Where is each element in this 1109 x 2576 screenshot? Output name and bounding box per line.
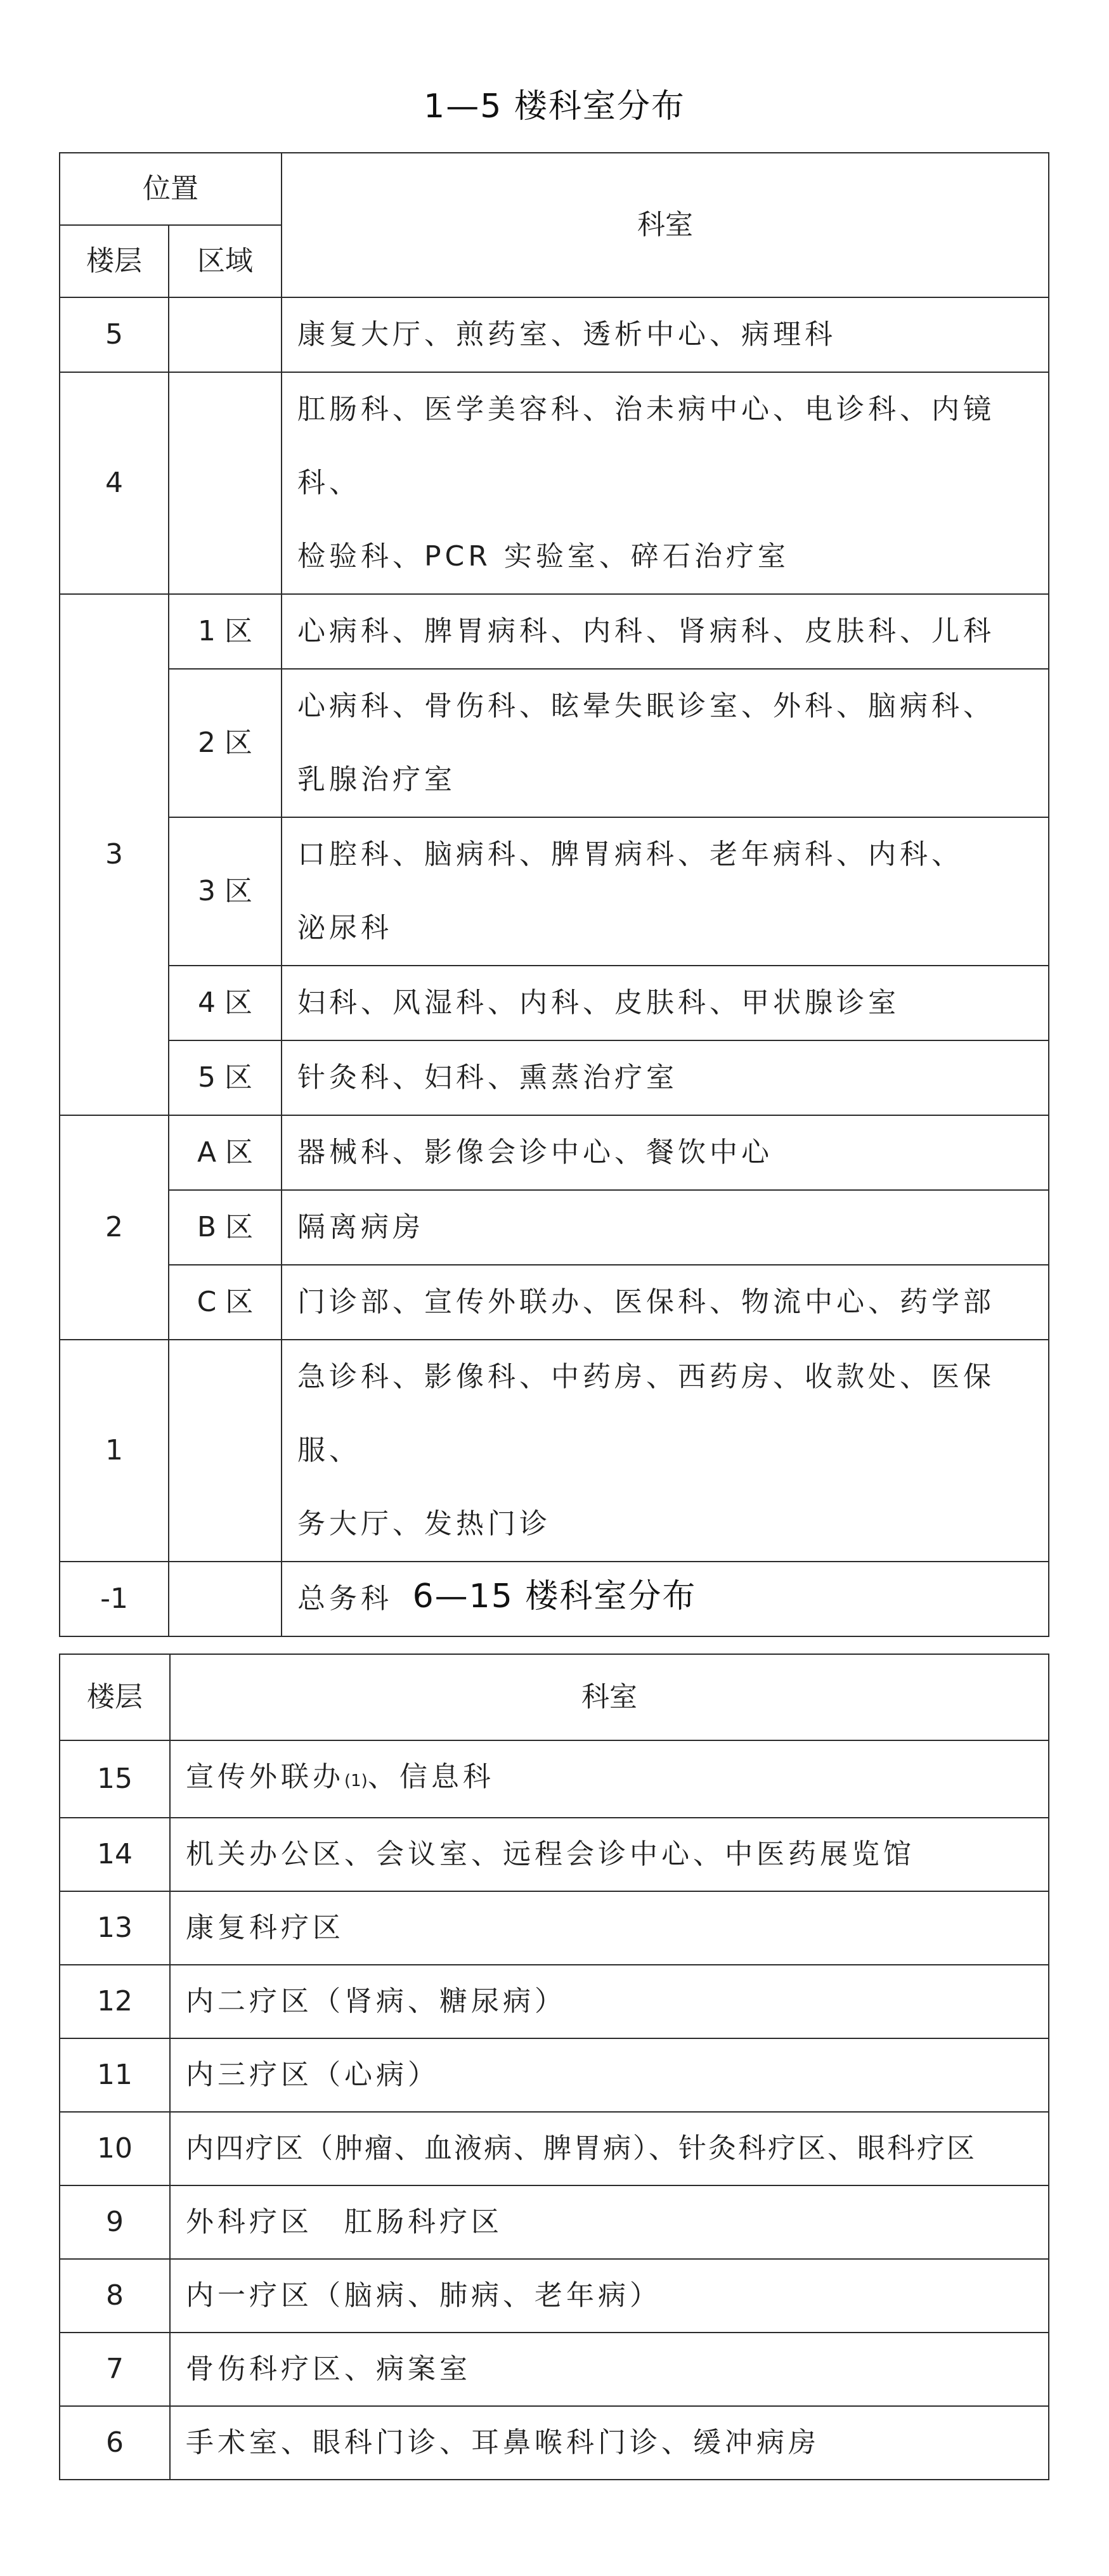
department-line: 务大厅、发热门诊	[297, 1508, 551, 1540]
floor-cell: 4	[60, 372, 169, 594]
floor-cell: 13	[60, 1891, 170, 1965]
floor-cell: 11	[60, 2038, 170, 2112]
department-cell: 骨伤科疗区、病案室	[170, 2333, 1049, 2406]
department-cell: 康复大厅、煎药室、透析中心、病理科	[282, 297, 1049, 372]
table-row	[60, 2333, 1049, 2406]
floor-cell: 9	[60, 2185, 170, 2259]
department-line: 泌尿科	[297, 912, 392, 944]
department-line: 急诊科、影像科、中药房、西药房、收款处、医保服、	[297, 1361, 995, 1466]
department-cell: 内四疗区（肿瘤、血液病、脾胃病）、针灸科疗区、眼科疗区	[170, 2112, 1049, 2185]
department-cell: 隔离病房	[282, 1190, 1049, 1265]
footnote-marker: (1)	[344, 1771, 368, 1790]
zone-cell: 4 区	[169, 966, 282, 1040]
department-line: 检验科、PCR 实验室、碎石治疗室	[297, 540, 789, 573]
table-row	[60, 1891, 1049, 1965]
department-cell	[282, 817, 1049, 966]
table-row	[60, 1965, 1049, 2038]
table-row	[60, 2112, 1049, 2185]
table-header-row	[60, 1654, 1049, 1740]
department-text: 、信息科	[367, 1761, 495, 1793]
table-row	[60, 817, 1049, 966]
table-row	[60, 1265, 1049, 1340]
department-line: 心病科、骨伤科、眩晕失眠诊室、外科、脑病科、	[297, 690, 995, 722]
department-cell	[282, 372, 1049, 594]
department-cell: 手术室、眼科门诊、耳鼻喉科门诊、缓冲病房	[170, 2406, 1049, 2480]
department-cell: 康复科疗区	[170, 1891, 1049, 1965]
zone-cell: 3 区	[169, 817, 282, 966]
floor-cell: 7	[60, 2333, 170, 2406]
floor-cell: 2	[60, 1115, 169, 1340]
table-row	[60, 1040, 1049, 1115]
table-row	[60, 966, 1049, 1040]
zone-cell	[169, 297, 282, 372]
department-cell: 器械科、影像会诊中心、餐饮中心	[282, 1115, 1049, 1190]
department-line: 肛肠科、医学美容科、治未病中心、电诊科、内镜科、	[297, 393, 995, 499]
zone-cell: C 区	[169, 1265, 282, 1340]
floor-cell: 5	[60, 297, 169, 372]
zone-cell: 5 区	[169, 1040, 282, 1115]
table-row	[60, 1340, 1049, 1562]
header-floor: 楼层	[60, 1654, 170, 1740]
floor-cell: 6	[60, 2406, 170, 2480]
department-cell: 心病科、脾胃病科、内科、肾病科、皮肤科、儿科	[282, 594, 1049, 669]
department-text: 宣传外联办	[186, 1761, 344, 1793]
table2-title: 6—15 楼科室分布	[412, 1577, 697, 1615]
department-cell: 内三疗区（心病）	[170, 2038, 1049, 2112]
department-line: 乳腺治疗室	[297, 763, 456, 796]
department-cell	[170, 1740, 1049, 1818]
department-cell	[282, 669, 1049, 817]
department-cell	[282, 1340, 1049, 1562]
table-row	[60, 2259, 1049, 2333]
zone-cell: B 区	[169, 1190, 282, 1265]
department-line: 口腔科、脑病科、脾胃病科、老年病科、内科、	[297, 838, 963, 871]
table-row	[60, 2406, 1049, 2480]
table-row	[60, 669, 1049, 817]
department-cell: 内一疗区（脑病、肺病、老年病）	[170, 2259, 1049, 2333]
floor-cell: 14	[60, 1818, 170, 1891]
table1-title: 1—5 楼科室分布	[424, 87, 685, 126]
department-cell: 机关办公区、会议室、远程会诊中心、中医药展览馆	[170, 1818, 1049, 1891]
table-row	[60, 1818, 1049, 1891]
zone-cell: 2 区	[169, 669, 282, 817]
header-floor: 楼层	[60, 225, 169, 297]
zone-cell	[169, 1340, 282, 1562]
header-department: 科室	[170, 1654, 1049, 1740]
zone-cell: 1 区	[169, 594, 282, 669]
table-row	[60, 594, 1049, 669]
table-row	[60, 1190, 1049, 1265]
department-cell: 外科疗区 肛肠科疗区	[170, 2185, 1049, 2259]
floor-cell: 12	[60, 1965, 170, 2038]
header-department: 科室	[282, 153, 1049, 297]
floor-cell: 15	[60, 1740, 170, 1818]
table-row	[60, 297, 1049, 372]
floor-cell: 3	[60, 594, 169, 1115]
header-zone: 区域	[169, 225, 282, 297]
department-cell: 门诊部、宣传外联办、医保科、物流中心、药学部	[282, 1265, 1049, 1340]
floor-cell: 10	[60, 2112, 170, 2185]
table-row	[60, 2185, 1049, 2259]
floor-cell: -1	[60, 1562, 169, 1636]
department-cell: 总务科	[282, 1562, 1049, 1636]
zone-cell	[169, 372, 282, 594]
floors-6-15-table	[59, 1654, 1049, 2480]
table-header-row	[60, 153, 1049, 225]
department-cell: 妇科、风湿科、内科、皮肤科、甲状腺诊室	[282, 966, 1049, 1040]
floors-1-5-table	[59, 152, 1049, 1637]
department-cell: 内二疗区（肾病、糖尿病）	[170, 1965, 1049, 2038]
department-cell: 针灸科、妇科、熏蒸治疗室	[282, 1040, 1049, 1115]
floor-cell: 1	[60, 1340, 169, 1562]
floor-cell: 8	[60, 2259, 170, 2333]
zone-cell: A 区	[169, 1115, 282, 1190]
table-row	[60, 2038, 1049, 2112]
table-row	[60, 372, 1049, 594]
table-row	[60, 1740, 1049, 1818]
header-position: 位置	[60, 153, 282, 225]
table-row	[60, 1115, 1049, 1190]
